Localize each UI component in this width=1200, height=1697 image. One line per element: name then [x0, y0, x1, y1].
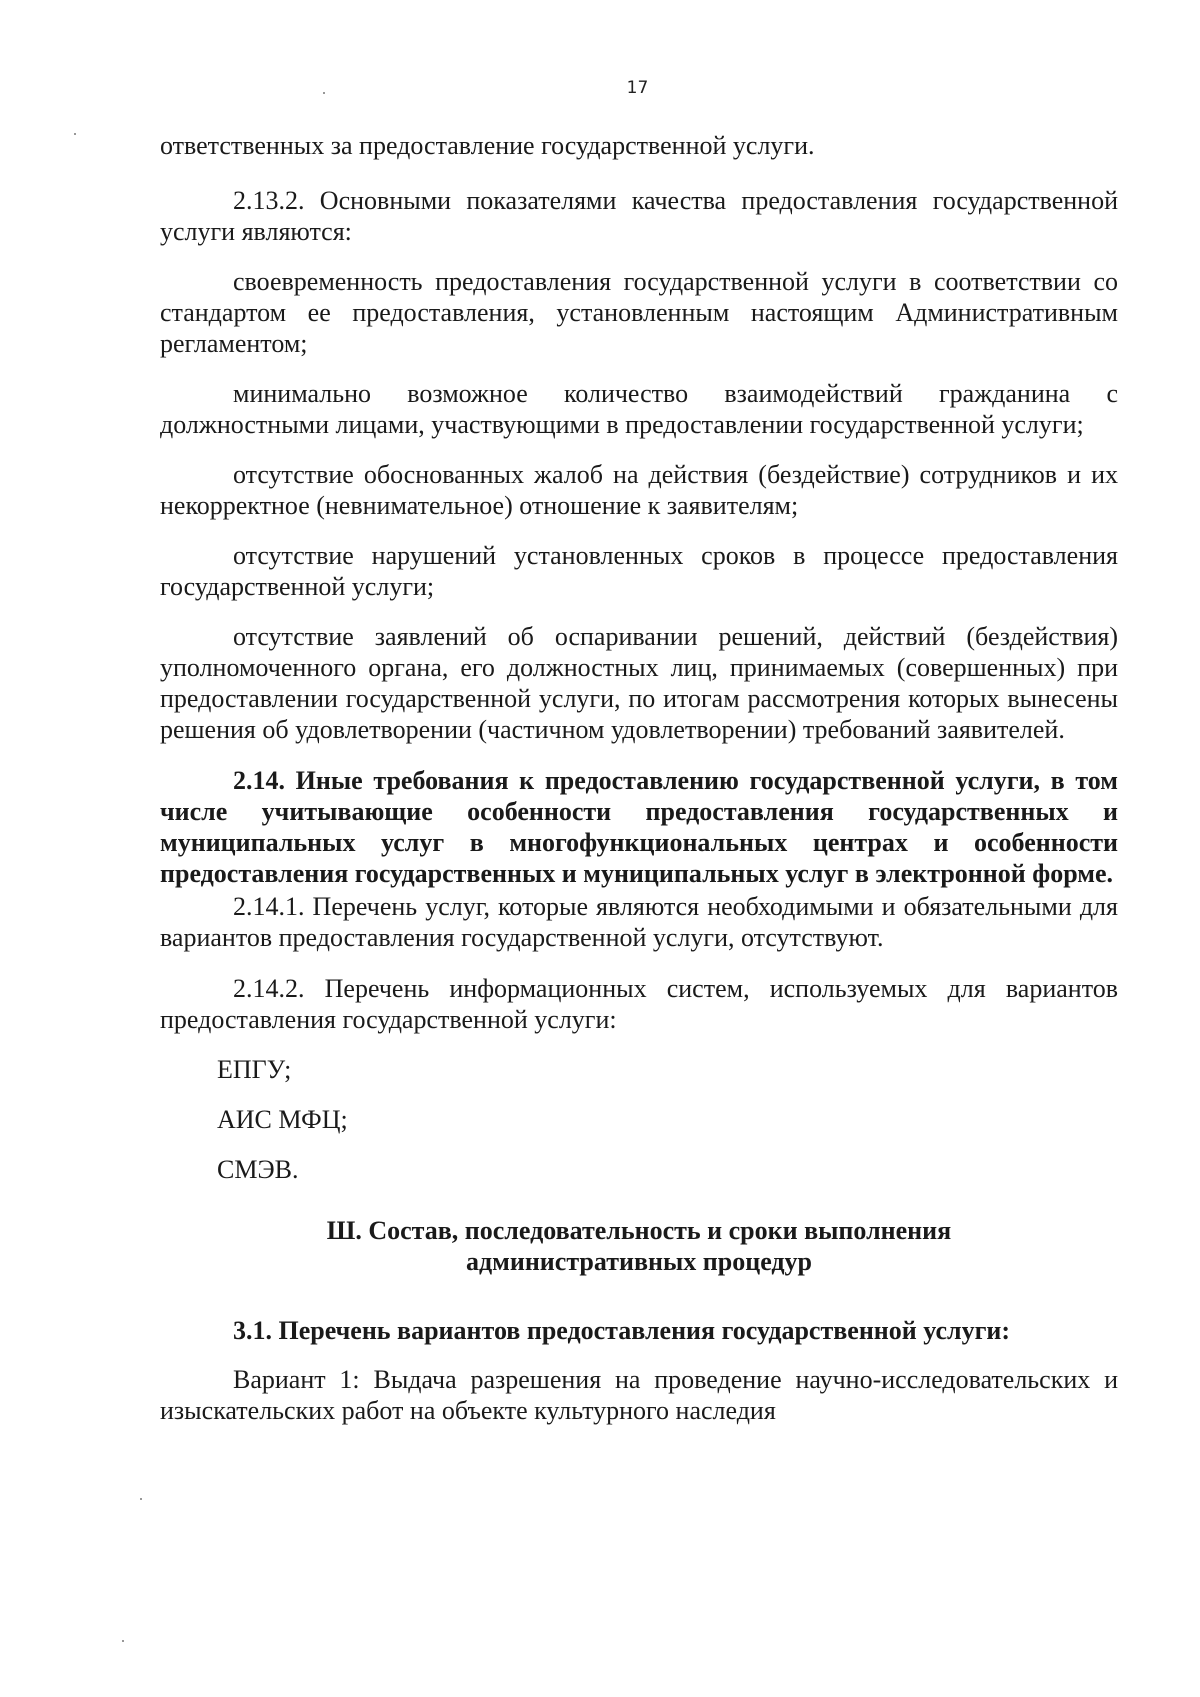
heading-2-14: 2.14. Иные требования к предоставлению государственной услуги, в том числе учитывающие особенности предоставления государственных и муниципальных услуг в многофункциональных центрах и особенности предоставления государственных и муниципальных услуг в электронной форме. — [160, 766, 1118, 888]
paragraph-no-deadline-violations: отсутствие нарушений установленных сроков в процессе предоставления государственной услуги; — [160, 541, 1118, 601]
paragraph-variant-1: Вариант 1: Выдача разрешения на проведение научно-исследовательских и изыскательских работ на объекте культурного наследия — [160, 1365, 1118, 1425]
paragraph-2-14-2: 2.14.2. Перечень информационных систем, используемых для вариантов предоставления государственной услуги: — [160, 974, 1118, 1034]
scan-speck — [140, 1498, 142, 1500]
scan-speck — [323, 92, 325, 94]
scan-speck — [74, 133, 76, 135]
paragraph-no-appeals: отсутствие заявлений об оспаривании решений, действий (бездействия) уполномоченного органа, его должностных лиц, принимаемых (совершенных) при предоставлении государственной услуги, по итогам рассмотрения которых вынесены решения об удовлетворении (частичном удовлетворении) требований заявителей. — [160, 622, 1118, 744]
paragraph-2-14-1: 2.14.1. Перечень услуг, которые являются необходимыми и обязательными для вариантов предоставления государственной услуги, отсутствуют. — [160, 892, 1118, 952]
scan-speck — [122, 1640, 124, 1642]
paragraph-continuation: ответственных за предоставление государственной услуги. — [160, 131, 815, 160]
document-body — [160, 120, 1118, 1426]
section-3-title-line1: Ш. Состав, последовательность и сроки выполнения — [326, 1216, 952, 1245]
paragraph-timeliness: своевременность предоставления государственной услуги в соответствии со стандартом ее предоставления, установленным настоящим Административным регламентом; — [160, 267, 1118, 358]
section-3-title-line2: административных процедур — [465, 1247, 813, 1276]
page-number: 17 — [626, 78, 649, 98]
heading-3-1: 3.1. Перечень вариантов предоставления государственной услуги: — [233, 1316, 1011, 1345]
paragraph-min-interactions: минимально возможное количество взаимодействий гражданина с должностными лицами, участвующими в предоставлении государственной услуги; — [160, 379, 1118, 439]
system-item-epgu: ЕПГУ; — [217, 1055, 292, 1084]
system-item-smev: СМЭВ. — [217, 1155, 299, 1184]
system-item-ais-mfc: АИС МФЦ; — [217, 1105, 348, 1134]
paragraph-2-13-2: 2.13.2. Основными показателями качества предоставления государственной услуги являются: — [160, 186, 1118, 246]
paragraph-no-complaints: отсутствие обоснованных жалоб на действия (бездействие) сотрудников и их некорректное (невнимательное) отношение к заявителям; — [160, 460, 1118, 520]
